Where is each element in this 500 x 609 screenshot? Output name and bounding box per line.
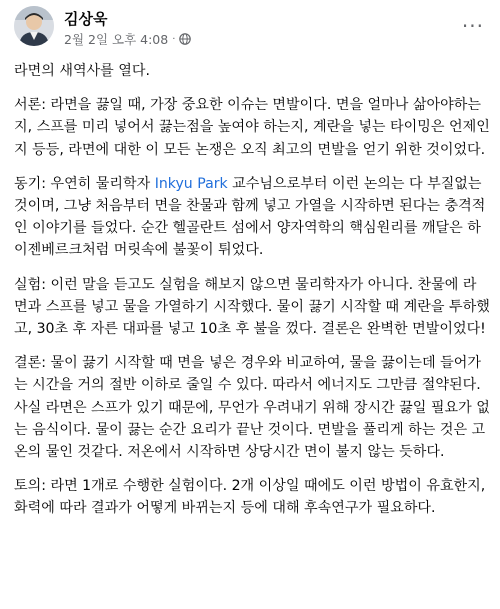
globe-icon[interactable] [179, 33, 191, 45]
profile-photo [14, 6, 54, 46]
paragraph-introduction: 서론: 라면을 끓일 때, 가장 중요한 이슈는 면발이다. 면을 얼마나 삶아야하는지, 스프를 미리 넣어서 끓는점을 높여야 하는지, 계란을 넣는 타이밍은 언제인지 등등, 라면에 대한 이 모든 논쟁은 오직 최고의 면발을 얻기 위한 것이었다. [14, 97, 490, 158]
motivation-text-end: 교수님으로부터 이런 논의는 다 부질없는 것이며, 그냥 처음부터 면을 찬물과 함께 넣고 가열을 시작하면 된다는 충격적인 이야기를 들었다. 순간 헬골란트 섬에서 양자역학의 핵심원리를 깨달은 하이젠베르크처럼 머릿속에 불꽃이 튀었다. [14, 175, 486, 259]
paragraph-motivation [14, 173, 490, 262]
avatar[interactable] [14, 6, 54, 46]
tagged-person-link[interactable]: Inkyu Park [154, 175, 228, 192]
meta-separator: · [172, 33, 176, 45]
post-title: 라면의 새역사를 열다. [14, 63, 150, 79]
paragraph-conclusion: 결론: 물이 끓기 시작할 때 면을 넣은 경우와 비교하여, 물을 끓이는데 들어가는 시간을 거의 절반 이하로 줄일 수 있다. 따라서 에너지도 그만큼 절약된다. 사실 라면은 스프가 있기 때문에, 무언가 우려내기 위해 장시간 끓일 필요가 없는 음식이다. 물이 끓는 순간 요리가 끝난 것이다. 면발을 풀리게 하는 것은 고온의 물인 것같다. 저온에서 시작하면 상당시간 면이 불지 않는 듯하다. [14, 355, 490, 461]
post-meta [64, 30, 191, 48]
post-timestamp[interactable]: 2월 2일 오후 4:08 [64, 32, 169, 47]
paragraph-experiment: 실험: 이런 말을 듣고도 실험을 해보지 않으면 물리학자가 아니다. 찬물에 라면과 스프를 넣고 물을 가열하기 시작했다. 물이 끓기 시작할 때 계란을 투하했고, 30초 후 자른 대파를 넣고 10초 후 불을 껐다. 결론은 완벽한 면발이었다! [14, 276, 490, 338]
post-body [14, 60, 490, 532]
paragraph-discussion: 토의: 라면 1개로 수행한 실험이다. 2개 이상일 때에도 이런 방법이 유효한지, 화력에 따라 결과가 어떻게 바뀌는지 등에 대해 후속연구가 필요하다. [14, 478, 486, 517]
post-header [14, 6, 490, 48]
author-name[interactable]: 김상욱 [64, 10, 108, 28]
motivation-text-start: 동기: 우연히 물리학자 [14, 175, 155, 192]
more-horizontal-icon[interactable]: ··· [461, 14, 484, 38]
